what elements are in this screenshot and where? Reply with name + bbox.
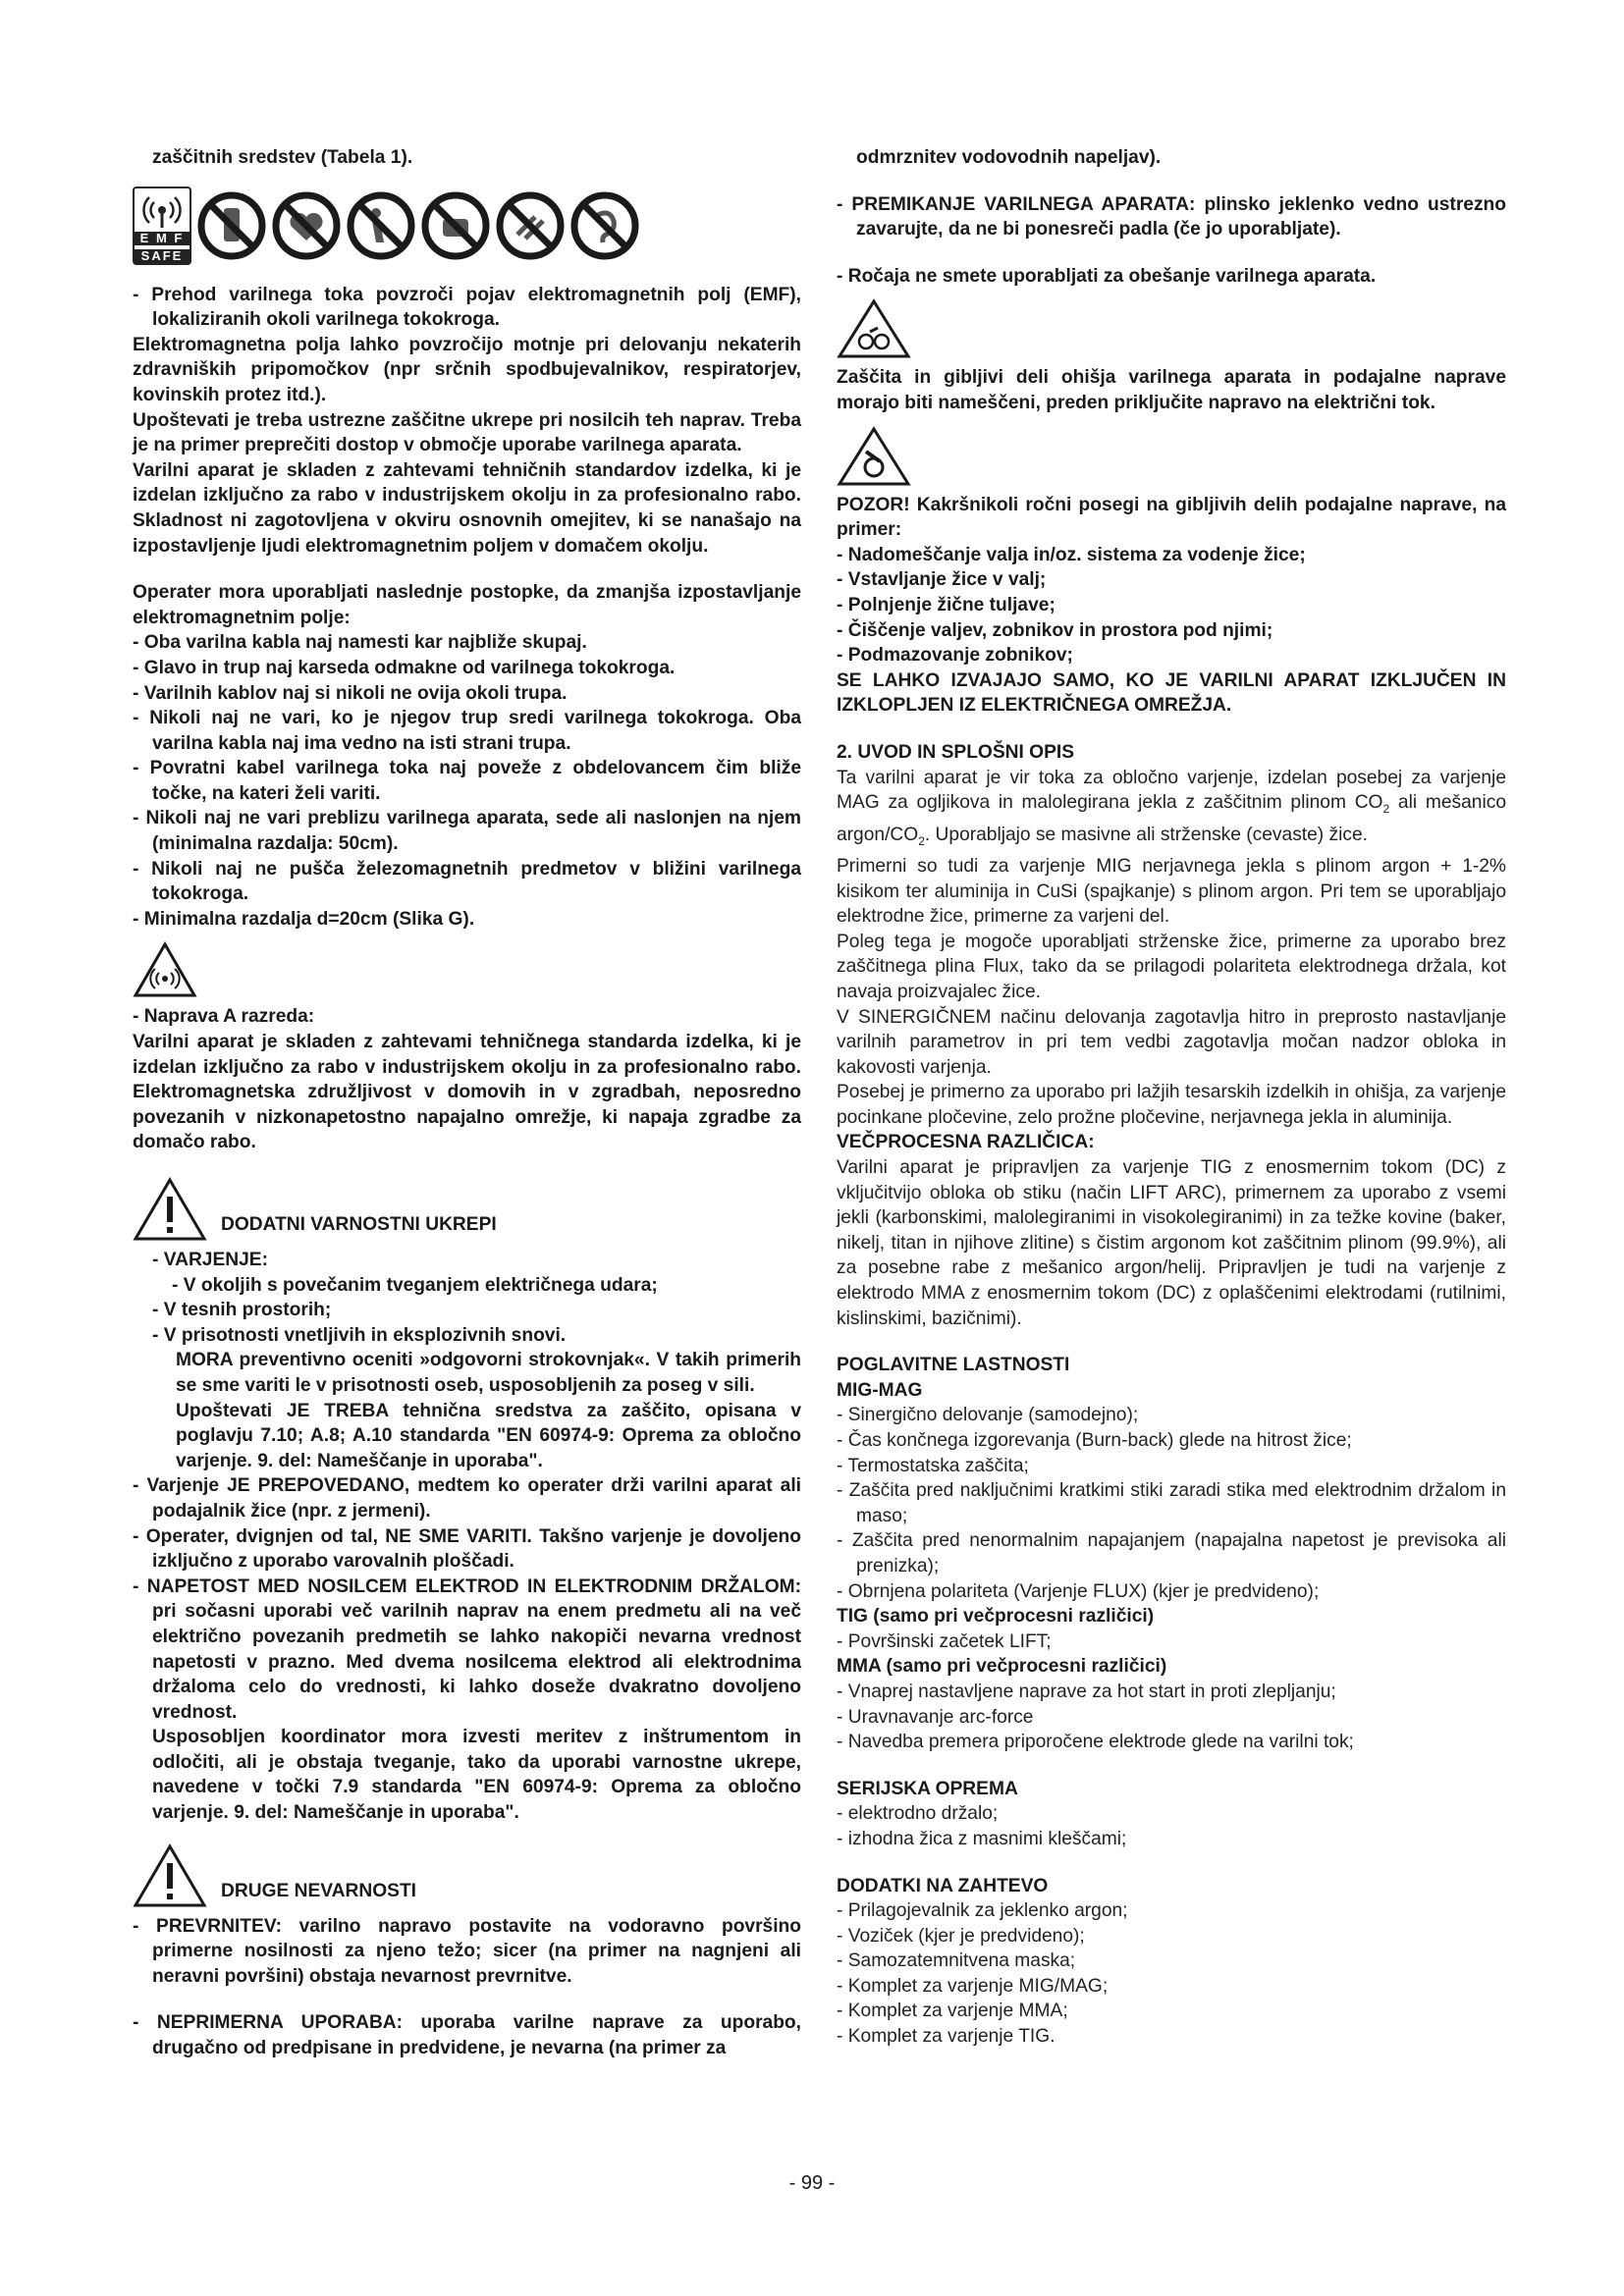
general-warning-icon [133, 1843, 207, 1908]
left-text: Operater mora uporabljati naslednje postopke, da zmanjša izpostavljanje elektromagnetnim polje: [133, 582, 801, 628]
left-text: zaščitnih sredstev (Tabela 1). [152, 147, 413, 168]
left-text: Usposobljen koordinator mora izvesti meritev z inštrumentom in odločiti, ali je obstaja tveganje, tako da uporabi varnostne ukrepe, navedene v točki 7.9 standarda "EN 60974-9: Oprema za obločno varjenje. 9. del: Nameščanje in uporaba". [152, 1727, 801, 1824]
right-text: - Termostatska zaščita; [837, 1455, 1029, 1476]
emf-warning-block [133, 941, 801, 998]
right-text: - Komplet za varjenje TIG. [837, 2026, 1056, 2048]
right-text: - PREMIKANJE VARILNEGA APARATA: plinsko jeklenko vedno ustrezno zavarujte, da ne bi ponesreči padla (če jo uporabljate). [837, 193, 1506, 240]
section-heading: DODATKI NA ZAHTEVO [837, 1875, 1049, 1896]
electromagnetic-field-warning-icon [133, 941, 197, 998]
right-text: odmrznitev vodovodnih napeljav). [856, 147, 1162, 168]
no-hearing-aid-icon [570, 191, 639, 260]
right-text: Varilni aparat je pripravljen za varjenje TIG z enosmernim tokom (DC) z vključitvijo obloka ob stiku (način LIFT ARC), primernem za uporabo z vsemi jekli (karbonskimi, malolegiranimi in visokolegiranimi) in za težke kovine (baker, nikelj, titan in njihove zlitine) s čistim argonom kot zaščitnim plinom (99.9%), ali za posebne rabe z mešanico argon/helij. Pripravljen je tudi na varjenje z elektrodo MMA z enosmernim tokom (DC) z oplaščenimi elektrodami (rutilnimi, kislinskimi, bazičnimi). [837, 1157, 1506, 1329]
moving-parts-hazard-icon [837, 426, 911, 487]
crush-hazard-icon [837, 298, 911, 359]
section-heading: POGLAVITNE LASTNOSTI [837, 1355, 1070, 1376]
no-watch-icon [421, 191, 490, 260]
section-subheading: MIG-MAG [837, 1379, 923, 1401]
right-text: - Prilagojevalnik za jeklenko argon; [837, 1900, 1128, 1922]
right-text: Poleg tega je mogoče uporabljati strženske žice, primerne za uporabo brez zaščitnega plina Flux, tako da se prilagodi polariteta elektrodnega držala, kot navaja proizvajalec žice. [837, 931, 1506, 1002]
left-text: - V okoljih s povečanim tveganjem električnega udara; [172, 1274, 658, 1296]
left-text: - V tesnih prostorih; [152, 1300, 332, 1321]
left-text: - Povratni kabel varilnega toka naj poveže z obdelovancem čim bliže točke, na kateri želi variti. [133, 758, 801, 804]
section-heading: VEČPROCESNA RAZLIČICA: [837, 1132, 1095, 1153]
left-text: MORA preventivno oceniti »odgovorni strokovnjak«. V takih primerih se sme variti le v prisotnosti oseb, usposobljenih za poseg v sili. [176, 1350, 801, 1396]
left-text: - NAPETOST MED NOSILCEM ELEKTROD IN ELEKTRODNIM DRŽALOM: pri sočasni uporabi več varilnih naprav na enem predmetu ali na več električno povezanih predmetih se lahko nakopiči nevarna vrednost napetosti v prazno. Med dvema nosilcema elektrod ali elektrodnima držaloma celo do vrednosti, ki lahko doseže dvakratno dovoljeno vrednost. [133, 1575, 801, 1723]
moving-parts-warning-block [837, 426, 1506, 487]
left-text: Elektromagnetna polja lahko povzročijo motnje pri delovanju nekaterih zdravniških pripomočkov (npr srčnih spodbujevalnikov, respiratorjev, kovinskih protez itd.). [133, 334, 801, 405]
left-text: - V prisotnosti vnetljivih in eksplozivnih snovi. [152, 1324, 567, 1346]
left-text: - VARJENJE: [152, 1250, 268, 1270]
right-text: - Čiščenje valjev, zobnikov in prostora pod njimi; [837, 619, 1273, 641]
section-heading: DRUGE NEVARNOSTI [221, 1881, 416, 1902]
right-text: POZOR! Kakršnikoli ročni posegi na gibljivih delih podajalne naprave, na primer: [837, 494, 1506, 541]
left-text: - Naprava A razreda: [133, 1006, 315, 1028]
left-text: - Varilnih kablov naj si nikoli ne ovija okoli trupa. [133, 682, 568, 704]
left-text: - Oba varilna kabla naj namesti kar najbliže skupaj. [133, 632, 587, 654]
right-text: Ta varilni aparat je vir toka za obločno varjenje, izdelan posebej za varjenje MAG za ogljikova in malolegirana jekla z zaščitnim plinom $CO_2$ ali mešanico argon/$CO_2$. Uporabljajo se masivne ali strženske (cevaste) žice. [837, 767, 1506, 848]
right-text: - Ročaja ne smete uporabljati za obešanje varilnega aparata. [837, 265, 1377, 287]
left-text: - Glavo in trup naj karseda odmakne od varilnega tokokroga. [133, 657, 676, 678]
right-text: - Polnjenje žične tuljave; [837, 594, 1056, 615]
left-text: - Nikoli naj ne vari, ko je njegov trup sredi varilnega tokokroga. Oba varilna kabla naj ima vedno na isti strani trupa. [133, 708, 801, 754]
section-heading: 2. UVOD IN SPLOŠNI OPIS [837, 741, 1075, 763]
right-text: - elektrodno držalo; [837, 1803, 999, 1825]
left-column [133, 145, 801, 2061]
right-text: SE LAHKO IZVAJAJO SAMO, KO JE VARILNI APARAT IZKLJUČEN IN IZKLOPLJEN IZ ELEKTRIČNEGA OMREŽJA. [837, 669, 1506, 717]
prohibition-icons-row [133, 187, 801, 265]
safe-label: SAFE [135, 249, 189, 263]
right-text: Zaščita in gibljivi deli ohišja varilnega aparata in podajalne naprave morajo biti nameščeni, preden priključite napravo na električni tok. [837, 367, 1506, 413]
right-text: - Komplet za varjenje MMA; [837, 2001, 1068, 2022]
left-text: - Nikoli naj ne pušča železomagnetnih predmetov v bližini varilnega tokokroga. [133, 858, 801, 905]
right-column [837, 145, 1506, 2050]
right-text: V SINERGIČNEM načinu delovanja zagotavlja hitro in preprosto nastavljanje varilnih parametrov in pri tem vedbi zagotavlja močan nadzor obloka in kakovosti varjenja. [837, 1006, 1506, 1078]
left-text: - NEPRIMERNA UPORABA: uporaba varilne naprave za uporabo, drugačno od predpisane in predvidene, je nevarna (na primer za [133, 2012, 801, 2059]
right-text: - Nadomeščanje valja in/oz. sistema za vodenje žice; [837, 544, 1306, 565]
right-text: - Voziček (kjer je predvideno); [837, 1925, 1085, 1947]
left-text: Upoštevati je treba ustrezne zaščitne ukrepe pri nosilcih teh naprav. Treba je na primer preprečiti dostop v območje uporabe varilnega aparata. [133, 409, 801, 456]
left-text: Upoštevati JE TREBA tehnična sredstva za zaščito, opisana v poglavju 7.10; A.8; A.10 standarda "EN 60974-9: Oprema za obločno varjenje. 9. del: Nameščanje in uporaba". [176, 1400, 801, 1471]
emf-safe-icon [133, 187, 191, 265]
right-text: - Površinski začetek LIFT; [837, 1630, 1052, 1652]
left-text: - Operater, dvignjen od tal, NE SME VARITI. Takšno varjenje je dovoljeno izključno z uporabo varovalnih ploščadi. [133, 1525, 801, 1573]
other-hazards-heading-block [133, 1843, 801, 1908]
right-text: - Zaščita pred naključnimi kratkimi stiki zaradi stika med elektrodnim držalom in maso; [837, 1480, 1506, 1526]
right-text: - Uravnavanje arc-force [837, 1706, 1034, 1728]
right-text: Primerni so tudi za varjenje MIG nerjavnega jekla s plinom argon + 1-2% kisikom ter aluminija in CuSi (spajkanje) s plinom argon. Pri tem se uporabljajo elektrodne žice, primerne za varjeni del. [837, 855, 1506, 928]
left-text: Varilni aparat je skladen z zahtevami tehničnega standarda izdelka, ki je izdelan izključno za rabo v industrijskem okolju in za profesionalno rabo. Elektromagnetska združljivost v domovih in v zgradbah, neposredno povezanih v nizkonapetostno napajalno omrežje, ki napaja zgradbe za domačo rabo. [133, 1032, 801, 1153]
no-magnetic-card-icon [496, 191, 565, 260]
emf-label: E M F [135, 232, 189, 245]
left-text: - PREVRNITEV: varilno napravo postavite na vodoravno površino primerne nosilnosti za njeno težo; sicer (na primer na nagnjeni ali neravni površini) obstaja nevarnost prevrnitve. [133, 1915, 801, 1987]
right-text: - Samozatemnitvena maska; [837, 1950, 1076, 1972]
right-text: - Vstavljanje žice v valj; [837, 569, 1047, 591]
right-text: - Zaščita pred nenormalnim napajanjem (napajalna napetost je previsoka ali prenizka); [837, 1530, 1506, 1576]
section-subheading: MMA (samo pri večprocesni različici) [837, 1656, 1167, 1678]
right-text: - izhodna žica z masnimi kleščami; [837, 1828, 1127, 1849]
left-text: Varilni aparat je skladen z zahtevami tehničnih standardov izdelka, ki je izdelan izključno za rabo v industrijskem okolju in za profesionalno rabo. Skladnost ni zagotovljena v okviru osnovnih omejitev, ki se nanašajo na izpostavljenje ljudi elektromagnetnim poljem v domačem okolju. [133, 459, 801, 557]
section-heading: SERIJSKA OPREMA [837, 1778, 1018, 1799]
right-text: - Navedba premera priporočene elektrode glede na varilni tok; [837, 1732, 1354, 1753]
left-text: - Prehod varilnega toka povzroči pojav elektromagnetnih polj (EMF), lokaliziranih okoli varilnega tokokroga. [133, 284, 801, 331]
additional-safety-heading-block [133, 1177, 801, 1242]
page-number: - 99 - [788, 2172, 836, 2194]
right-text: - Sinergično delovanje (samodejno); [837, 1405, 1139, 1426]
left-text: - Nikoli naj ne vari preblizu varilnega aparata, sede ali naslonjen na njem (minimalna razdalja: 50cm). [133, 808, 801, 855]
right-text: - Podmazovanje zobnikov; [837, 645, 1073, 667]
right-text: Posebej je primerno za uporabo pri lažjih tesarskih izdelkih in ohišja, za varjenje pocinkane pločevine, zelo prožne pločevine, nerjavnega jekla in aluminija. [837, 1082, 1506, 1128]
right-text: - Čas končnega izgorevanja (Burn-back) glede na hitrost žice; [837, 1430, 1352, 1451]
crush-warning-block [837, 298, 1506, 359]
left-text: - Minimalna razdalja d=20cm (Slika G). [133, 908, 475, 930]
no-pacemaker-icon [272, 191, 341, 260]
no-mobile-phone-icon [197, 191, 266, 260]
general-warning-icon [133, 1177, 207, 1242]
right-text: - Obrnjena polariteta (Varjenje FLUX) (kjer je predvideno); [837, 1580, 1320, 1602]
left-text: - Varjenje JE PREPOVEDANO, medtem ko operater drži varilni aparat ali podajalnik žice (npr. z jermeni). [133, 1475, 801, 1522]
section-heading: DODATNI VARNOSTNI UKREPI [221, 1214, 497, 1236]
no-metal-implant-icon [347, 191, 415, 260]
section-subheading: TIG (samo pri večprocesni različici) [837, 1606, 1155, 1628]
right-text: - Komplet za varjenje MIG/MAG; [837, 1975, 1109, 1997]
right-text: - Vnaprej nastavljene naprave za hot start in proti zlepljanju; [837, 1681, 1336, 1702]
